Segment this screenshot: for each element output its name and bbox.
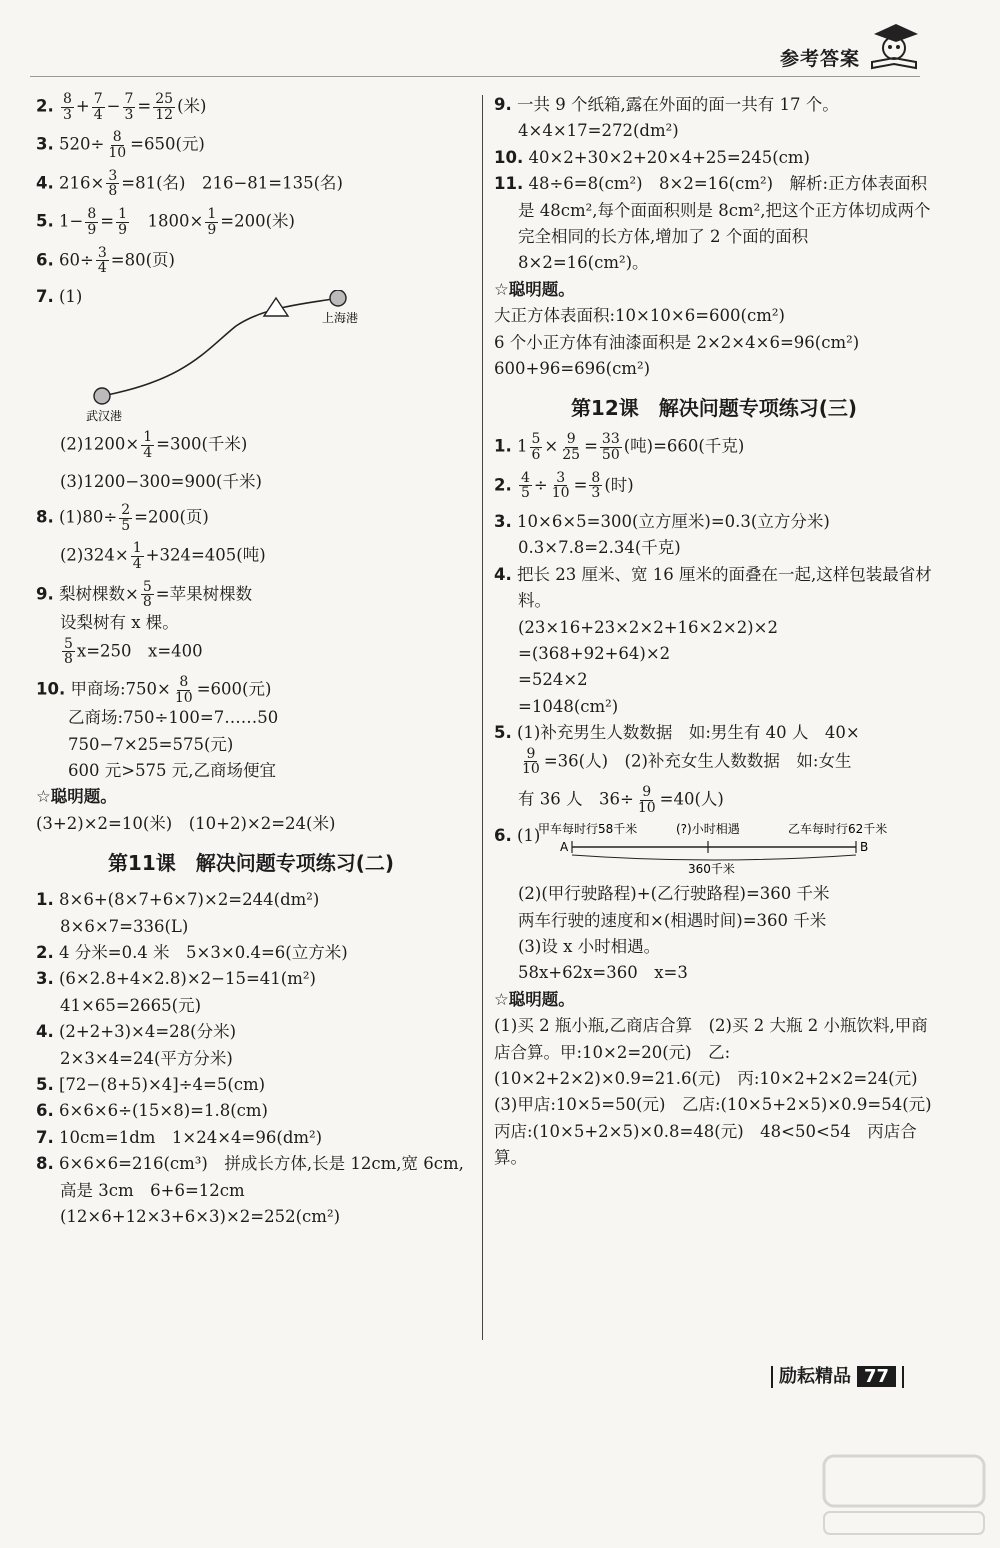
footer-bar-right <box>902 1366 904 1388</box>
s12-answer-4b: (23×16+23×2×2+16×2×2)×2 <box>518 617 778 637</box>
s12-answer-6b: (2)(甲行驶路程)+(乙行驶路程)=360 千米 <box>518 884 830 904</box>
distance-label: 360千米 <box>688 862 735 877</box>
fraction: $\frac{9}{10}$ <box>637 783 656 816</box>
fraction: $\frac{7}{3}$ <box>124 91 134 123</box>
fraction: $\frac{8}{3}$ <box>591 469 601 502</box>
tip-answer: (3+2)×2=10(米) (10+2)×2=24(米) <box>36 813 336 833</box>
fraction: $\frac{8}{10}$ <box>174 673 193 706</box>
meeting-line-diagram <box>538 819 928 879</box>
meet-label: (?)小时相遇 <box>676 822 740 837</box>
footer-bar-left <box>771 1366 773 1388</box>
section-title-12: 第12课 解决问题专项练习(三) <box>570 396 858 421</box>
s11-answer-1: 1. 8×6+(8×7+6×7)×2=244(dm²) <box>36 890 320 910</box>
column-divider <box>482 95 483 1340</box>
fraction: $\frac{5}{6}$ <box>531 431 541 463</box>
answer-7-2: (2)1200× $\frac{1}{4}$ =300(千米) <box>60 429 248 461</box>
s12-answer-3b: 0.3×7.8=2.34(千克) <box>518 538 681 558</box>
s11-answer-3: 3. (6×2.8+4×2.8)×2−15=41(m²) <box>36 969 316 989</box>
car-b-label: 乙车每时行62千米 <box>788 822 888 837</box>
left-column <box>36 92 466 1230</box>
s11-answer-8: 8. 6×6×6=216(cm³) 拼成长方体,长是 12cm,宽 6cm,高是 3cm 6+6=12cm (12×6+12×3+6×3)×2=252(cm²) <box>36 1154 464 1226</box>
fraction: $\frac{1}{9}$ <box>118 206 127 238</box>
fraction: $\frac{8}{10}$ <box>108 129 127 162</box>
answer-7-3: (3)1200−300=900(千米) <box>60 471 262 491</box>
tip-heading-3: ☆聪明题。 <box>494 989 575 1009</box>
port-start-label: 武汉港 <box>86 409 123 424</box>
s11-answer-5: 5. [72−(8+5)×4]÷4=5(cm) <box>36 1074 266 1094</box>
r-answer-11: 11. 48÷6=8(cm²) 8×2=16(cm²) 解析:正方体表面积是 48cm²,每个面面积则是 8cm²,把这个正方体切成两个完全相同的长方体,增加了 2 个面的面积 8×2=16(cm²)。 <box>494 174 931 273</box>
header-title: 参考答案 <box>779 48 860 70</box>
tip-heading: ☆聪明题。 <box>36 787 117 807</box>
answer-10-b: 乙商场:750÷100=7……50 <box>68 708 279 728</box>
fraction: $\frac{4}{5}$ <box>521 469 530 502</box>
fraction: $\frac{1}{9}$ <box>207 206 217 238</box>
fraction: $\frac{2}{5}$ <box>121 502 131 534</box>
s12-answer-6d: (3)设 x 小时相遇。 <box>518 937 661 957</box>
wuhan-port-marker <box>94 388 110 404</box>
answer-5: 5. 1− $\frac{8}{9}$ = $\frac{1}{9}$ 1800× $\frac{1}{9}$ =200(米) <box>36 206 295 238</box>
fraction: $\frac{1}{4}$ <box>132 540 142 573</box>
answer-10-d: 600 元>575 元,乙商场便宜 <box>68 761 277 781</box>
fraction: $\frac{3}{8}$ <box>108 167 118 200</box>
fraction: $\frac{5}{8}$ <box>142 578 152 611</box>
s11-answer-7: 7. 10cm=1dm 1×24×4=96(dm²) <box>36 1127 323 1147</box>
page-number: 77 <box>857 1366 896 1387</box>
fraction: $\frac{3}{10}$ <box>551 469 570 502</box>
r-answer-10: 10. 40×2+30×2+20×4+25=245(cm) <box>494 147 810 167</box>
answer-2: 2. $\frac{8}{3}$ + $\frac{7}{4}$ − $\frac{7}{3}$ = $\frac{25}{12}$ (米) <box>36 91 207 123</box>
fraction: $\frac{3}{4}$ <box>97 244 107 277</box>
answer-8-1: 8. (1)80÷ $\frac{2}{5}$ =200(页) <box>36 502 209 534</box>
s12-answer-4c: =(368+92+64)×2 <box>518 644 671 663</box>
fraction: $\frac{9}{10}$ <box>522 745 540 778</box>
watermark-logo <box>820 1450 990 1540</box>
right-column <box>494 92 949 1172</box>
fraction: $\frac{8}{9}$ <box>87 206 97 238</box>
fraction: $\frac{5}{8}$ <box>64 635 73 668</box>
header-rule <box>30 76 920 77</box>
s12-answer-5c: 有 36 人 36÷ $\frac{9}{10}$ =40(人) <box>518 783 724 816</box>
s11-answer-2: 2. 4 分米=0.4 米 5×3×0.4=6(立方米) <box>36 943 348 963</box>
s12-answer-4e: =1048(cm²) <box>518 696 619 716</box>
answer-10: 10. 甲商场:750× $\frac{8}{10}$ =600(元) <box>36 673 272 706</box>
s12-answer-4d: =524×2 <box>518 670 588 690</box>
tip2-line-b: 6 个小正方体有油漆面积是 2×2×4×6=96(cm²) <box>494 332 860 352</box>
s11-answer-6: 6. 6×6×6÷(15×8)=1.8(cm) <box>36 1101 268 1121</box>
s12-answer-3: 3. 10×6×5=300(立方厘米)=0.3(立方分米) <box>494 512 830 532</box>
r-answer-9b: 4×4×17=272(dm²) <box>518 121 679 141</box>
answer-3: 3. 520÷ $\frac{8}{10}$ =650(元) <box>36 129 205 162</box>
s12-answer-6c: 两车行驶的速度和×(相遇时间)=360 千米 <box>518 910 827 930</box>
s11-answer-4: 4. (2+2+3)×4=28(分米) <box>36 1022 237 1042</box>
s11-answer-3b: 41×65=2665(元) <box>60 995 202 1015</box>
s12-answer-5b: $\frac{9}{10}$ =36(人) (2)补充女生人数数据 如:女生 <box>522 745 852 778</box>
fraction: $\frac{1}{4}$ <box>143 429 153 461</box>
car-a-label: 甲车每时行58千米 <box>538 822 638 837</box>
s12-answer-2: 2. $\frac{4}{5}$ ÷ $\frac{3}{10}$ = $\frac{8}{3}$ (时) <box>494 469 634 502</box>
answer-8-2: (2)324× $\frac{1}{4}$ +324=405(吨) <box>60 540 266 573</box>
route-diagram <box>36 290 436 430</box>
s12-answer-6: 6. (1) 甲车每时行58千米 (?)小时相遇 乙车每时行62千米 A B 360千米 <box>494 823 934 881</box>
s11-answer-4b: 2×3×4=24(平方分米) <box>60 1048 233 1068</box>
point-a: A <box>560 840 569 855</box>
tip-heading-2: ☆聪明题。 <box>494 279 575 299</box>
answer-6: 6. 60÷ $\frac{3}{4}$ =80(页) <box>36 244 175 277</box>
s11-answer-1b: 8×6×7=336(L) <box>60 916 189 936</box>
answer-9: 9. 梨树棵数× $\frac{5}{8}$ =苹果树棵数 <box>36 578 253 611</box>
s12-answer-1: 1. 1 $\frac{5}{6}$ × $\frac{9}{25}$ = $\frac{33}{50}$ (吨)=660(千克) <box>494 431 745 463</box>
fraction: $\frac{9}{25}$ <box>562 431 581 463</box>
s12-answer-6e: 58x+62x=360 x=3 <box>518 963 688 983</box>
fraction: $\frac{33}{50}$ <box>601 431 620 463</box>
mascot-reading-icon <box>866 22 920 70</box>
tip3-answer: (1)买 2 瓶小瓶,乙商店合算 (2)买 2 大瓶 2 小瓶饮料,甲商店合算。甲:10×2=20(元) 乙:(10×2+2×2)×0.9=21.6(元) 丙:10×2+2×2=24(元) (3)甲店:10×5=50(元) 乙店:(10×5+2×5)×0.9=54(元) 丙店:(10×5+2×5)×0.8=48(元) 48<50<54 丙店合算。 <box>494 1016 949 1168</box>
s12-answer-4: 4. 把长 23 厘米、宽 16 厘米的面叠在一起,这样包装最省材料。 <box>494 564 932 611</box>
answer-9-c: $\frac{5}{8}$ x=250 x=400 <box>64 635 203 668</box>
answer-7: 7. (1) <box>36 286 83 306</box>
answer-9-b: 设梨树有 x 棵。 <box>60 613 179 633</box>
footer-brand: 励耘精品 77 <box>765 1362 910 1388</box>
tip2-line-a: 大正方体表面积:10×10×6=600(cm²) <box>494 306 785 326</box>
fraction: $\frac{8}{3}$ <box>63 91 72 123</box>
tip2-line-c: 600+96=696(cm²) <box>494 358 651 378</box>
fraction: $\frac{7}{4}$ <box>93 91 103 123</box>
point-b: B <box>860 840 869 855</box>
answer-10-c: 750−7×25=575(元) <box>68 734 234 754</box>
fraction: $\frac{25}{12}$ <box>155 91 174 123</box>
port-end-label: 上海港 <box>322 311 359 326</box>
r-answer-9: 9. 一共 9 个纸箱,露在外面的面一共有 17 个。 <box>494 95 839 114</box>
section-title-11: 第11课 解决问题专项练习(二) <box>107 851 395 876</box>
answer-4: 4. 216× $\frac{3}{8}$ =81(名) 216−81=135(名) <box>36 167 343 200</box>
s12-answer-5: 5. (1)补充男生人数数据 如:男生有 40 人 40× <box>494 723 860 743</box>
shanghai-port-marker <box>330 290 346 306</box>
